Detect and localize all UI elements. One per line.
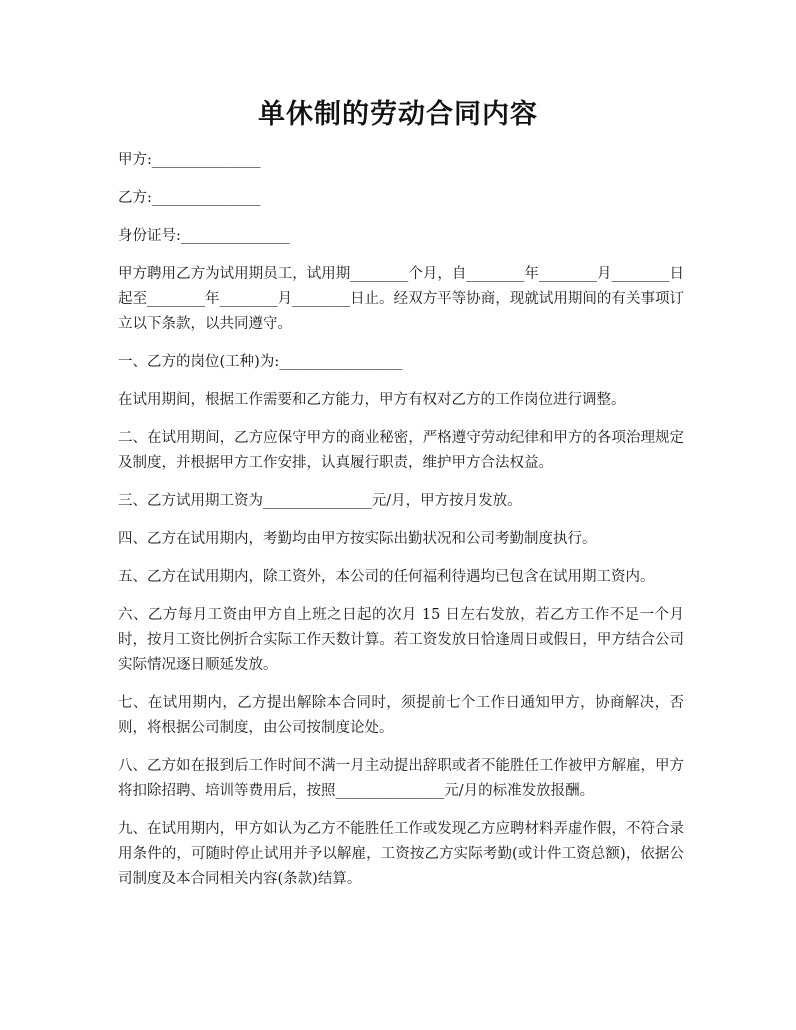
id-number-line: 身份证号:_______________ — [118, 228, 290, 244]
clause-8: 八、乙方如在报到后工作时间不满一月主动提出辞职或者不能胜任工作被甲方解雇，甲方将扣除招聘、培训等费用后，按照_______________元/月的标准发放报酬。 — [118, 758, 684, 799]
clause-1: 一、乙方的岗位(工种)为:_________________ — [118, 354, 403, 370]
party-b-line: 乙方:_______________ — [118, 190, 261, 206]
document-body — [118, 148, 684, 905]
clause-5: 五、乙方在试用期内，除工资外，本公司的任何福利待遇均已包含在试用期工资内。 — [118, 569, 655, 585]
clause-3: 三、乙方试用期工资为_______________元/月，甲方按月发放。 — [118, 493, 522, 509]
intro-paragraph: 甲方聘用乙方为试用期员工，试用期________个月，自________年________月________日起至________年________月________日止。经双方平等协商，现就试用期间的有关事项订立以下条款，以共同遵守。 — [118, 266, 684, 332]
clause-4: 四、乙方在试用期内，考勤均由甲方按实际出勤状况和公司考勤制度执行。 — [118, 531, 597, 547]
clause-6: 六、乙方每月工资由甲方自上班之日起的次月 15 日左右发放，若乙方工作不足一个月时，按月工资比例折合实际工作天数计算。若工资发放日恰逢周日或假日，甲方结合公司实际情况逐日顺延发放。 — [118, 607, 684, 673]
clause-9: 九、在试用期内，甲方如认为乙方不能胜任工作或发现乙方应聘材料弄虚作假，不符合录用条件的，可随时停止试用并予以解雇，工资按乙方实际考勤(或计件工资总额)，依据公司制度及本合同相关内容(条款)结算。 — [118, 821, 684, 887]
clause-1-detail: 在试用期间，根据工作需要和乙方能力，甲方有权对乙方的工作岗位进行调整。 — [118, 392, 626, 408]
document-title: 单休制的劳动合同内容 — [258, 99, 538, 130]
clause-7: 七、在试用期内，乙方提出解除本合同时，须提前七个工作日通知甲方，协商解决，否则，将根据公司制度，由公司按制度论处。 — [118, 695, 684, 736]
clause-2: 二、在试用期间，乙方应保守甲方的商业秘密，严格遵守劳动纪律和甲方的各项治理规定及制度，并根据甲方工作安排，认真履行职责，维护甲方合法权益。 — [118, 430, 684, 471]
party-a-line: 甲方:_______________ — [118, 152, 261, 168]
